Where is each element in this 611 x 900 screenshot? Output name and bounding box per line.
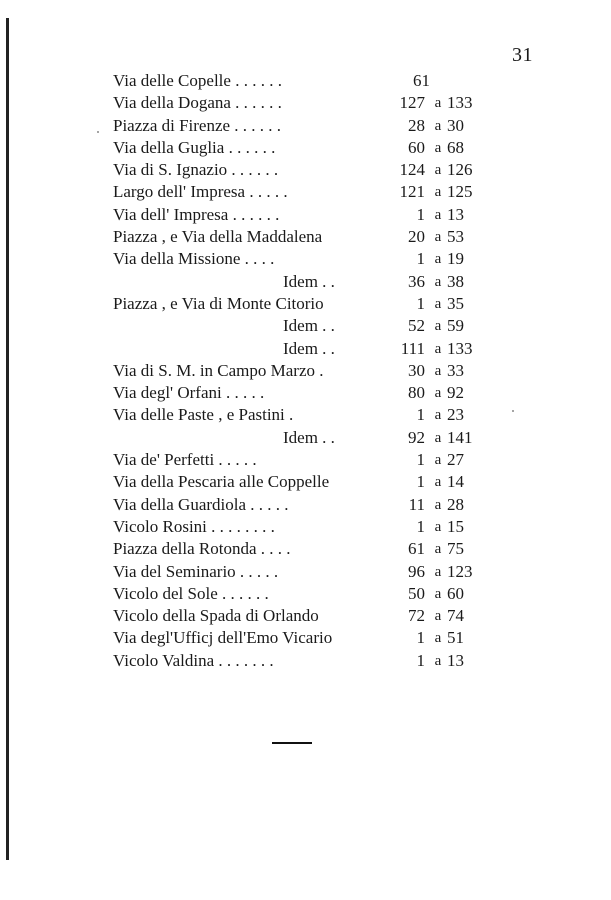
house-number-from: 92	[408, 427, 425, 447]
house-number-to: 141	[447, 427, 473, 447]
index-entry	[113, 159, 485, 181]
house-number-to: 14	[447, 472, 464, 492]
range-connector: a	[434, 541, 442, 558]
house-number-from: 1	[416, 293, 425, 313]
page-left-edge-rule	[6, 18, 9, 860]
range-connector: a	[434, 95, 442, 112]
street-name: Vicolo Valdina . . . . . . .	[113, 650, 274, 670]
house-number-from: 1	[416, 450, 425, 470]
range-connector: a	[434, 630, 442, 647]
index-entry	[113, 627, 485, 649]
street-name: Idem . .	[283, 271, 335, 291]
house-number-to: 133	[447, 93, 473, 113]
range-connector: a	[434, 563, 442, 580]
street-name: Vicolo del Sole . . . . . .	[113, 583, 269, 603]
house-number-from: 30	[408, 360, 425, 380]
house-number-to: 15	[447, 516, 464, 536]
house-number-from: 20	[408, 227, 425, 247]
house-number-to: 60	[447, 583, 464, 603]
index-entry	[113, 293, 485, 315]
street-name: Via delle Paste , e Pastini .	[113, 405, 294, 425]
range-connector: a	[434, 585, 442, 602]
street-name: Via degl'Ufficj dell'Emo Vicario	[113, 628, 333, 648]
index-entry	[113, 605, 485, 627]
house-number-to: 53	[447, 227, 464, 247]
street-name: Idem . .	[283, 338, 335, 358]
index-entry	[113, 382, 485, 404]
range-connector: a	[434, 340, 442, 357]
house-number-to: 51	[447, 628, 464, 648]
house-number-from: 11	[408, 494, 425, 514]
house-number-to: 19	[447, 249, 464, 269]
house-number-from: 127	[399, 93, 425, 113]
house-number-from: 124	[399, 160, 425, 180]
house-number-from: 1	[416, 516, 425, 536]
street-name: Via della Guardiola . . . . .	[113, 494, 289, 514]
range-connector: a	[434, 251, 442, 268]
index-entry	[113, 271, 485, 293]
house-number-from: 28	[408, 115, 425, 135]
house-number-from: 96	[408, 561, 425, 581]
section-end-rule	[272, 742, 312, 744]
index-entry	[113, 427, 485, 449]
house-number-from: 80	[408, 383, 425, 403]
house-number-to: 28	[447, 494, 464, 514]
house-number-from: 1	[416, 405, 425, 425]
house-number-from: 52	[408, 316, 425, 336]
street-name: Via dell' Impresa . . . . . .	[113, 204, 280, 224]
index-entry	[113, 494, 485, 516]
index-entry	[113, 204, 485, 226]
house-number-to: 27	[447, 450, 464, 470]
house-number-to: 13	[447, 204, 464, 224]
house-number-to: 23	[447, 405, 464, 425]
index-entry	[113, 360, 485, 382]
street-name: Piazza della Rotonda . . . .	[113, 539, 291, 559]
index-entry	[113, 516, 485, 538]
house-number-to: 68	[447, 137, 464, 157]
index-entry	[113, 404, 485, 426]
house-number-to: 74	[447, 606, 464, 626]
range-connector: a	[434, 362, 442, 379]
index-entry	[113, 137, 485, 159]
range-connector: a	[434, 184, 442, 201]
house-number-to: 125	[447, 182, 473, 202]
index-entry	[113, 338, 485, 360]
index-entry	[113, 561, 485, 583]
house-number-to: 126	[447, 160, 473, 180]
range-connector: a	[434, 429, 442, 446]
street-name: Via delle Copelle . . . . . .	[113, 71, 282, 90]
range-connector: a	[434, 162, 442, 179]
house-number-from: 1	[416, 628, 425, 648]
house-number-from: 36	[408, 271, 425, 291]
street-name: Via di S. Ignazio . . . . . .	[113, 160, 279, 180]
street-index-list	[113, 70, 485, 672]
house-number-to: 92	[447, 383, 464, 403]
range-connector: a	[434, 452, 442, 469]
house-number-from: 1	[416, 472, 425, 492]
paper-speck	[512, 410, 514, 412]
page-number: 31	[512, 44, 533, 66]
house-number-to: 123	[447, 561, 473, 581]
range-connector: a	[434, 273, 442, 290]
house-number-to: 35	[447, 293, 464, 313]
house-number-to: 38	[447, 271, 464, 291]
street-name: Largo dell' Impresa . . . . .	[113, 182, 288, 202]
house-number-from: 1	[416, 204, 425, 224]
house-number-to: 75	[447, 539, 464, 559]
house-number-from: 60	[408, 137, 425, 157]
index-entry	[113, 92, 485, 114]
street-name: Via de' Perfetti . . . . .	[113, 450, 257, 470]
street-name: Idem . .	[283, 427, 335, 447]
range-connector: a	[434, 206, 442, 223]
index-entry	[113, 181, 485, 203]
index-entry	[113, 115, 485, 137]
street-name: Idem . .	[283, 316, 335, 336]
index-entry	[113, 70, 485, 92]
house-number-to: 133	[447, 338, 473, 358]
street-name: Piazza di Firenze . . . . . .	[113, 115, 282, 135]
range-connector: a	[434, 407, 442, 424]
house-number-from: 50	[408, 583, 425, 603]
index-entry	[113, 248, 485, 270]
street-name: Vicolo Rosini . . . . . . . .	[113, 516, 275, 536]
house-number-to: 30	[447, 115, 464, 135]
range-connector: a	[434, 385, 442, 402]
street-name: Via di S. M. in Campo Marzo .	[113, 360, 324, 380]
range-connector: a	[434, 474, 442, 491]
index-entry	[113, 538, 485, 560]
range-connector: a	[434, 518, 442, 535]
house-number-from: 1	[416, 650, 425, 670]
range-connector: a	[434, 496, 442, 513]
street-name: Via della Missione . . . .	[113, 249, 275, 269]
house-number-from: 111	[400, 338, 425, 358]
house-number-from: 1	[416, 249, 425, 269]
range-connector: a	[434, 295, 442, 312]
street-name: Via della Dogana . . . . . .	[113, 93, 282, 113]
house-number-to: 13	[447, 650, 464, 670]
paper-speck	[97, 131, 99, 133]
street-name: Vicolo della Spada di Orlando	[113, 606, 319, 626]
street-name: Via degl' Orfani . . . . .	[113, 383, 265, 403]
house-number-to: 59	[447, 316, 464, 336]
index-entry	[113, 315, 485, 337]
street-name: Piazza , e Via della Maddalena	[113, 227, 323, 247]
house-number-to: 33	[447, 360, 464, 380]
index-entry	[113, 449, 485, 471]
index-entry	[113, 583, 485, 605]
house-number: 61	[413, 71, 430, 90]
index-entry	[113, 226, 485, 248]
index-entry	[113, 650, 485, 672]
street-name: Via della Pescaria alle Coppelle	[113, 472, 330, 492]
street-name: Via del Seminario . . . . .	[113, 561, 279, 581]
house-number-from: 121	[399, 182, 425, 202]
house-number-from: 72	[408, 606, 425, 626]
index-entry	[113, 471, 485, 493]
range-connector: a	[434, 318, 442, 335]
street-name: Piazza , e Via di Monte Citorio	[113, 293, 324, 313]
range-connector: a	[434, 139, 442, 156]
street-name: Via della Guglia . . . . . .	[113, 137, 276, 157]
house-number-from: 61	[408, 539, 425, 559]
range-connector: a	[434, 229, 442, 246]
range-connector: a	[434, 608, 442, 625]
range-connector: a	[434, 652, 442, 669]
range-connector: a	[434, 117, 442, 134]
